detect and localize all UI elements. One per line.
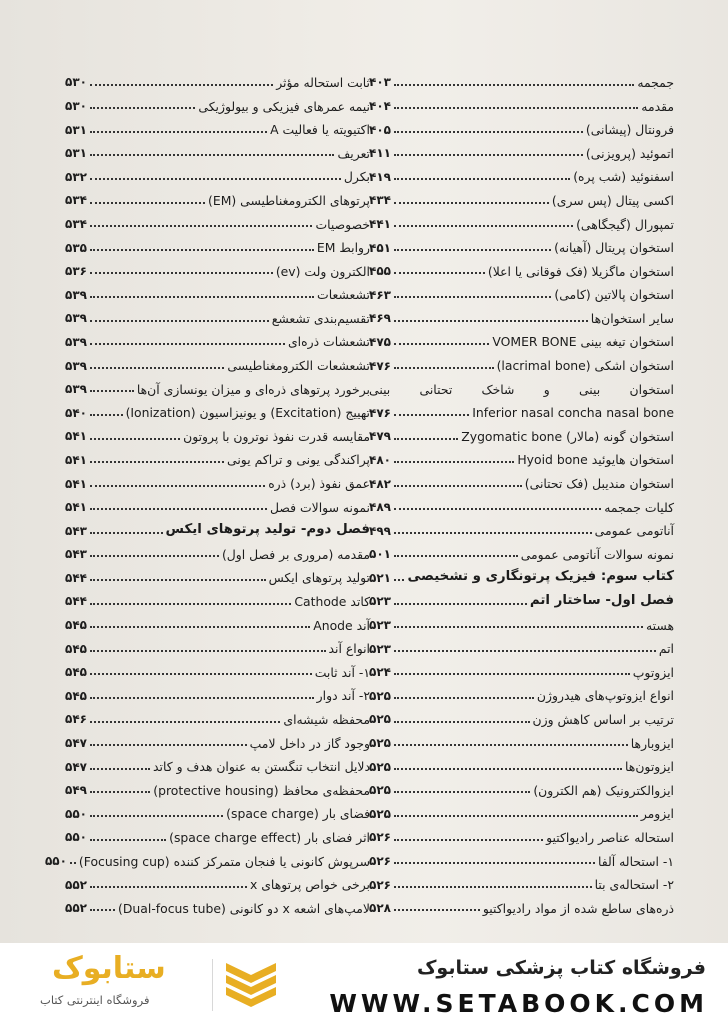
- toc-page-number: ۴۱۹: [369, 169, 391, 184]
- toc-page-number: ۵۲۳: [369, 594, 391, 609]
- dot-leader: [90, 815, 223, 817]
- dot-leader: [394, 84, 634, 86]
- toc-entry: [65, 632, 370, 656]
- toc-entry: [369, 632, 674, 656]
- toc-entry-title: ۲- آند دوار: [316, 688, 370, 704]
- toc-page-number: ۴۹۹: [369, 523, 391, 538]
- toc-entry-title: محفظه‌ی محافظ (protective housing): [153, 782, 370, 798]
- dot-leader: [90, 886, 247, 888]
- toc-page-number: ۵۵۰: [65, 806, 87, 821]
- toc-page-number: ۴۸۲: [369, 476, 391, 491]
- toc-entry: [369, 302, 674, 326]
- toc-page-number: ۴۵۵: [369, 264, 391, 279]
- toc-page-number: ۵۳۱: [65, 146, 87, 161]
- dot-leader: [394, 296, 551, 298]
- toc-entry: [369, 326, 674, 350]
- toc-page-number: ۴۵۱: [369, 240, 391, 255]
- toc-entry: [369, 491, 674, 515]
- toc-page-number: ۴۶۳: [369, 287, 391, 302]
- toc-page-number: ۴۳۴: [369, 193, 391, 208]
- toc-entry-title: تشعشات ذره‌ای: [287, 334, 370, 350]
- toc-entry: [369, 892, 674, 916]
- toc-entry-title: هسته: [646, 617, 674, 633]
- toc-entry-title: اثر فضای بار (space charge effect): [169, 829, 370, 845]
- dot-leader: [90, 603, 291, 605]
- toc-entry: [369, 90, 674, 114]
- toc-entry-title: ایزوتوپ: [632, 664, 674, 680]
- logo-subtitle: فروشگاه اینترنتی کتاب: [40, 993, 150, 1007]
- toc-entry-title: محفظه شیشه‌ای: [283, 711, 370, 727]
- dot-leader: [394, 367, 494, 369]
- toc-page-number: ۵۲۵: [369, 712, 391, 727]
- dot-leader: [90, 555, 219, 557]
- toc-entry-title: الکترون ولت (ev): [275, 263, 370, 279]
- toc-entry: [65, 420, 370, 444]
- toc-entry: [369, 255, 674, 279]
- toc-entry-title: ذره‌های ساطع شده از مواد رادیواکتیو: [482, 900, 674, 916]
- toc-entry-title: بکرل: [343, 169, 370, 185]
- dot-leader: [90, 154, 334, 156]
- toc-entry-title: فضای بار (space charge): [226, 806, 370, 822]
- toc-entry: [369, 184, 674, 208]
- dot-leader: [394, 178, 570, 180]
- toc-page-number: ۴۰۴: [369, 99, 391, 113]
- toc-entry-title: سرپوش کانونی یا فنجان متمرکز کننده (Focusing cup): [78, 853, 370, 869]
- toc-page-number: ۴۶۹: [369, 311, 391, 326]
- toc-page-number: ۵۵۰: [65, 830, 87, 845]
- toc-page-number: ۵۳۹: [65, 287, 87, 302]
- toc-entry: [65, 113, 370, 137]
- toc-page-number: ۵۳۹: [65, 334, 87, 349]
- toc-page-number: ۵۳۹: [65, 382, 87, 397]
- toc-entry: [65, 373, 370, 397]
- toc-page-number: ۵۲۵: [369, 806, 391, 821]
- dot-leader: [394, 839, 543, 841]
- toc-entry: [65, 349, 370, 373]
- dot-leader: [394, 485, 522, 487]
- toc-page-number: ۵۴۶: [65, 712, 87, 727]
- toc-entry: [65, 609, 370, 633]
- toc-entry-title: تمپورال (گیجگاهی): [576, 216, 674, 232]
- toc-page-number: ۵۳۴: [65, 193, 87, 208]
- toc-entry-title: نمونه سوالات فصل: [270, 499, 370, 515]
- toc-page-number: ۵۴۱: [65, 429, 87, 444]
- dot-leader: [394, 154, 583, 156]
- toc-page-number: ۵۴۳: [65, 547, 87, 562]
- toc-entry-title: فرونتال (پیشانی): [585, 122, 674, 138]
- toc-entry-title: آند Anode: [313, 617, 370, 633]
- toc-page-number: ۵۳۰: [65, 99, 87, 113]
- toc-entry-title: آناتومی عمومی: [594, 523, 674, 539]
- dot-leader: [394, 744, 628, 746]
- toc-entry: [369, 703, 674, 727]
- toc-entry: [369, 750, 674, 774]
- dot-leader: [394, 343, 489, 345]
- dot-leader: [394, 673, 630, 675]
- toc-entry-title: سایر استخوان‌ها: [590, 310, 674, 326]
- toc-entry-title: ۱- آند ثابت: [314, 664, 370, 680]
- dot-leader: [394, 603, 527, 605]
- toc-entry: [369, 609, 674, 633]
- toc-entry: [369, 66, 674, 90]
- toc-entry-title: ثابت استحاله مؤثر: [276, 74, 370, 90]
- toc-entry: [65, 137, 370, 161]
- dot-leader: [394, 862, 595, 864]
- toc-entry-title: تقسیم‌بندی تشعشع: [271, 310, 370, 326]
- toc-page-number: ۴۷۵: [369, 334, 391, 349]
- dot-leader: [90, 485, 265, 487]
- dot-leader: [90, 791, 150, 793]
- toc-entry-title: استحاله عناصر رادیواکتیو: [546, 829, 674, 845]
- toc-entry: [65, 774, 370, 798]
- dot-leader: [394, 791, 530, 793]
- dot-leader: [90, 909, 115, 911]
- toc-entry: [65, 278, 370, 302]
- toc-column-right: [369, 66, 674, 915]
- toc-page-number: ۵۲۱: [369, 570, 391, 585]
- toc-entry: [65, 797, 370, 821]
- toc-page-number: ۵۵۲: [65, 877, 87, 892]
- toc-entry-title: استخوان پریتال (آهیانه): [554, 240, 674, 256]
- toc-entry: [369, 160, 674, 184]
- dot-leader: [394, 249, 551, 251]
- dot-leader: [394, 697, 534, 699]
- toc-entry-title: ۱- استحاله آلفا: [597, 853, 674, 869]
- toc-page-number: ۵۳۶: [65, 264, 87, 279]
- dot-leader: [90, 508, 267, 510]
- toc-entry-title: استخوان بینی و شاخک تحتانی بینی: [369, 381, 674, 397]
- dot-leader: [394, 579, 404, 581]
- toc-entry: [65, 656, 370, 680]
- toc-entry: [369, 208, 674, 232]
- toc-column-left: [44, 66, 370, 916]
- toc-entry-title: فصل دوم- تولید پرتوهای ایکس: [165, 522, 370, 538]
- toc-entry-title: Inferior nasal concha nasal bone: [472, 405, 674, 421]
- toc-page-number: ۵۴۷: [65, 759, 87, 774]
- dot-leader: [90, 626, 310, 628]
- dot-leader: [90, 202, 205, 204]
- toc-entry-title: اکسی پیتال (پس سری): [551, 192, 674, 208]
- toc-heading: [369, 561, 674, 585]
- toc-entry-title: اتم: [658, 641, 674, 657]
- toc-entry: [65, 679, 370, 703]
- toc-entry-title: ایزومر: [640, 806, 674, 822]
- toc-entry: [65, 538, 370, 562]
- dot-leader: [90, 178, 341, 180]
- dot-leader: [90, 839, 166, 841]
- dot-leader: [394, 414, 469, 416]
- toc-entry: [65, 750, 370, 774]
- toc-entry: [369, 231, 674, 255]
- dot-leader: [394, 886, 592, 888]
- toc-entry: [369, 396, 674, 420]
- toc-page-number: ۵۴۴: [65, 594, 87, 609]
- dot-leader: [70, 862, 76, 864]
- toc-page-number: ۵۲۵: [369, 759, 391, 774]
- toc-page-number: ۵۴۵: [65, 641, 87, 656]
- toc-entry: [369, 137, 674, 161]
- toc-entry: [65, 66, 370, 90]
- toc-page-number: ۵۴۵: [65, 665, 87, 680]
- toc-page-number: ۵۲۴: [369, 665, 391, 680]
- toc-entry-title: کتاب سوم: فیزیک پرتونگاری و تشخیصی: [407, 569, 674, 585]
- toc-entry: [369, 656, 674, 680]
- toc-entry: [369, 538, 674, 562]
- toc-entry-title: پراکندگی یونی و تراکم یونی: [227, 452, 370, 468]
- dot-leader: [90, 107, 195, 109]
- toc-entry-title: خصوصیات: [315, 216, 370, 232]
- toc-entry-title: مقدمه: [641, 98, 674, 114]
- dot-leader: [90, 744, 247, 746]
- toc-page-number: ۵۴۵: [65, 618, 87, 633]
- toc-page-number: ۴۴۱: [369, 216, 391, 231]
- toc-page-number: ۵۰۱: [369, 547, 391, 562]
- dot-leader: [90, 320, 269, 322]
- toc-entry-title: نیمه عمرهای فیزیکی و بیولوژیکی: [198, 98, 370, 114]
- dot-leader: [90, 438, 180, 440]
- toc-page-number: ۵۴۳: [65, 523, 87, 538]
- toc-entry: [65, 703, 370, 727]
- toc-page-number: ۵۴۱: [65, 452, 87, 467]
- toc-page-number: ۵۳۵: [65, 240, 87, 255]
- toc-entry: [65, 231, 370, 255]
- toc-page-number: ۴۸۹: [369, 500, 391, 515]
- toc-entry: [65, 160, 370, 184]
- toc-entry-title: ایزوالکترونیک (هم الکترون): [533, 782, 674, 798]
- toc-entry: [369, 373, 674, 397]
- toc-entry: [369, 444, 674, 468]
- dot-leader: [394, 131, 583, 133]
- toc-page-number: ۵۲۳: [369, 641, 391, 656]
- dot-leader: [394, 272, 485, 274]
- toc-entry-title: عمق نفوذ (برد) ذره: [268, 476, 370, 492]
- toc-entry: [369, 113, 674, 137]
- toc-page-number: ۵۴۵: [65, 688, 87, 703]
- toc-entry-title: ایزوبارها: [630, 735, 674, 751]
- toc-page-number: ۵۴۹: [65, 783, 87, 798]
- toc-entry-title: پرتوهای الکترومغناطیسی (EM): [208, 192, 370, 208]
- toc-entry-title: تولید پرتوهای ایکس: [268, 570, 370, 586]
- toc-entry-title: تشعشعات الکترومغناطیسی: [227, 358, 370, 374]
- toc-entry-title: تهییج (Excitation) و یونیزاسیون (Ionization): [125, 405, 370, 421]
- toc-entry: [65, 255, 370, 279]
- dot-leader: [90, 272, 273, 274]
- toc-page-number: ۵۲۶: [369, 830, 391, 845]
- toc-entry: [65, 467, 370, 491]
- dot-leader: [90, 249, 314, 251]
- toc-page-number: ۴۱۱: [369, 146, 391, 161]
- dot-leader: [394, 202, 549, 204]
- dot-leader: [394, 555, 518, 557]
- toc-page-number: ۴۰۳: [369, 75, 391, 90]
- toc-page-number: ۴۷۶: [369, 405, 391, 420]
- toc-page-number: ۵۲۵: [369, 736, 391, 751]
- toc-entry-title: برخورد پرتوهای ذره‌ای و میزان یونسازی آن‌ها: [136, 381, 370, 397]
- toc-entry-title: استخوان اشکی (lacrimal bone): [496, 358, 674, 374]
- toc-entry: [369, 774, 674, 798]
- toc-page-number: ۵۴۰: [65, 405, 87, 420]
- toc-entry-title: استخوان تیغه بینی VOMER BONE: [492, 334, 674, 350]
- dot-leader: [394, 107, 638, 109]
- toc-entry-title: وجود گاز در داخل لامپ: [249, 735, 370, 751]
- toc-page-number: ۵۵۰: [44, 854, 67, 868]
- toc-page-number: ۵۳۰: [65, 75, 87, 90]
- book-stack-icon: [220, 953, 282, 1015]
- toc-page-number: ۴۸۰: [369, 452, 391, 467]
- toc-page-number: ۵۴۱: [65, 476, 87, 491]
- store-name: فروشگاه کتاب پزشکی ستابوک: [416, 957, 706, 979]
- toc-heading: [65, 514, 370, 538]
- toc-page-number: ۵۳۹: [65, 358, 87, 373]
- toc-page-number: ۵۴۴: [65, 570, 87, 585]
- dot-leader: [90, 650, 326, 652]
- toc-entry-title: کاتد Cathode: [294, 594, 370, 610]
- dot-leader: [394, 768, 622, 770]
- toc-entry-title: دلایل انتخاب تنگستن به عنوان هدف و کاتد: [153, 759, 370, 775]
- dot-leader: [394, 508, 601, 510]
- dot-leader: [394, 815, 638, 817]
- toc-entry-title: استخوان گونه (مالار) Zygomatic bone: [461, 428, 674, 444]
- toc-heading: [369, 585, 674, 609]
- toc-entry-title: برخی خواص پرتوهای x: [249, 877, 370, 893]
- toc-entry-title: مقایسه قدرت نفوذ نوترون با پروتون: [183, 428, 370, 444]
- toc-entry: [44, 845, 370, 869]
- toc-entry-title: انواع آند: [328, 641, 370, 657]
- toc-entry: [65, 727, 370, 751]
- toc-entry-title: اتموئید (پرویزنی): [585, 145, 674, 161]
- dot-leader: [90, 673, 312, 675]
- toc-page-number: ۵۲۶: [369, 877, 391, 892]
- store-logo[interactable]: [14, 951, 284, 1019]
- toc-page-number: ۵۳۲: [65, 169, 87, 184]
- dot-leader: [394, 532, 592, 534]
- toc-entry: [65, 326, 370, 350]
- toc-entry-title: فصل اول- ساختار اتم: [529, 592, 674, 608]
- store-url[interactable]: WWW.SETABOOK.COM: [329, 989, 708, 1018]
- toc-entry-title: مقدمه (مروری بر فصل اول): [221, 546, 370, 562]
- toc-entry: [65, 302, 370, 326]
- toc-entry: [65, 892, 370, 916]
- toc-page-number: ۴۷۶: [369, 358, 391, 373]
- toc-page-number: ۵۲۶: [369, 854, 391, 868]
- toc-entry: [65, 585, 370, 609]
- toc-entry-title: تشعشعات: [317, 287, 370, 303]
- toc-entry-title: استخوان هایوئید Hyoid bone: [517, 452, 674, 468]
- toc-entry: [65, 561, 370, 585]
- toc-entry: [369, 420, 674, 444]
- dot-leader: [90, 225, 313, 227]
- dot-leader: [394, 438, 458, 440]
- toc-entry-title: جمجمه: [637, 74, 674, 90]
- dot-leader: [394, 626, 643, 628]
- dot-leader: [90, 768, 150, 770]
- toc-entry: [65, 90, 370, 114]
- dot-leader: [90, 343, 285, 345]
- toc-entry-title: نمونه سوالات آناتومی عمومی: [520, 546, 674, 562]
- toc-entry: [65, 396, 370, 420]
- dot-leader: [90, 461, 224, 463]
- dot-leader: [394, 461, 514, 463]
- toc-entry-title: روابط EM: [316, 240, 370, 256]
- dot-leader: [90, 296, 314, 298]
- toc-entry: [65, 444, 370, 468]
- toc-entry: [369, 868, 674, 892]
- toc-entry: [369, 278, 674, 302]
- toc-page-number: ۵۴۱: [65, 500, 87, 515]
- toc-entry: [369, 679, 674, 703]
- toc-entry-title: استخوان مندیبل (فک تحتانی): [524, 476, 674, 492]
- toc-entry-title: ترتیب بر اساس کاهش وزن: [532, 711, 674, 727]
- toc-page-number: ۵۳۹: [65, 311, 87, 326]
- toc-entry: [65, 491, 370, 515]
- toc-entry: [369, 349, 674, 373]
- dot-leader: [90, 367, 224, 369]
- dot-leader: [394, 909, 480, 911]
- toc-page-number: ۵۲۵: [369, 688, 391, 703]
- toc-entry: [369, 821, 674, 845]
- dot-leader: [90, 697, 314, 699]
- toc-entry-title: تعریف: [337, 145, 370, 161]
- logo-divider: [212, 959, 213, 1011]
- dot-leader: [90, 414, 123, 416]
- toc-page-number: ۵۲۵: [369, 783, 391, 798]
- toc-page-number: ۵۴۷: [65, 736, 87, 751]
- dot-leader: [90, 532, 163, 534]
- toc-page-number: ۴۷۹: [369, 429, 391, 444]
- toc-entry: [369, 845, 674, 869]
- toc-entry-title: استخوان پالاتین (کامی): [554, 287, 674, 303]
- dot-leader: [394, 721, 530, 723]
- logo-wordmark: ستابوک: [52, 951, 166, 986]
- dot-leader: [90, 131, 267, 133]
- toc-entry: [65, 208, 370, 232]
- dot-leader: [394, 225, 573, 227]
- toc-page-number: ۵۲۳: [369, 618, 391, 633]
- toc-entry: [65, 184, 370, 208]
- toc-entry-title: ۲- استحاله‌ی بتا: [594, 877, 674, 893]
- toc-entry: [369, 727, 674, 751]
- dot-leader: [90, 84, 273, 86]
- dot-leader: [394, 320, 588, 322]
- toc-entry: [369, 467, 674, 491]
- dot-leader: [90, 721, 280, 723]
- toc-entry-title: انواع ایزوتوپ‌های هیدروژن: [536, 688, 674, 704]
- toc-entry: [65, 821, 370, 845]
- toc-entry-title: کلیات جمجمه: [604, 499, 674, 515]
- toc-entry: [65, 868, 370, 892]
- toc-entry-title: استخوان ماگزیلا (فک فوقانی یا اعلا): [487, 263, 674, 279]
- toc-page-number: ۵۳۱: [65, 122, 87, 137]
- toc-entry-title: اسفنوئید (شب پره): [573, 169, 674, 185]
- toc-page-number: ۵۳۴: [65, 216, 87, 231]
- toc-entry: [369, 797, 674, 821]
- dot-leader: [90, 390, 134, 392]
- toc-page-number: ۵۵۲: [65, 901, 87, 916]
- toc-entry-title: لامپ‌های اشعه x دو کانونی (Dual-focus tube): [118, 900, 370, 916]
- toc-page-number: ۴۰۵: [369, 122, 391, 137]
- dot-leader: [394, 650, 656, 652]
- toc-entry-title: اکتیویته یا فعالیت A: [270, 122, 370, 138]
- toc-entry-title: ایزوتون‌ها: [625, 759, 674, 775]
- toc-page-number: ۵۲۸: [369, 901, 391, 916]
- toc-entry: [369, 514, 674, 538]
- store-banner: [0, 943, 728, 1024]
- dot-leader: [90, 579, 266, 581]
